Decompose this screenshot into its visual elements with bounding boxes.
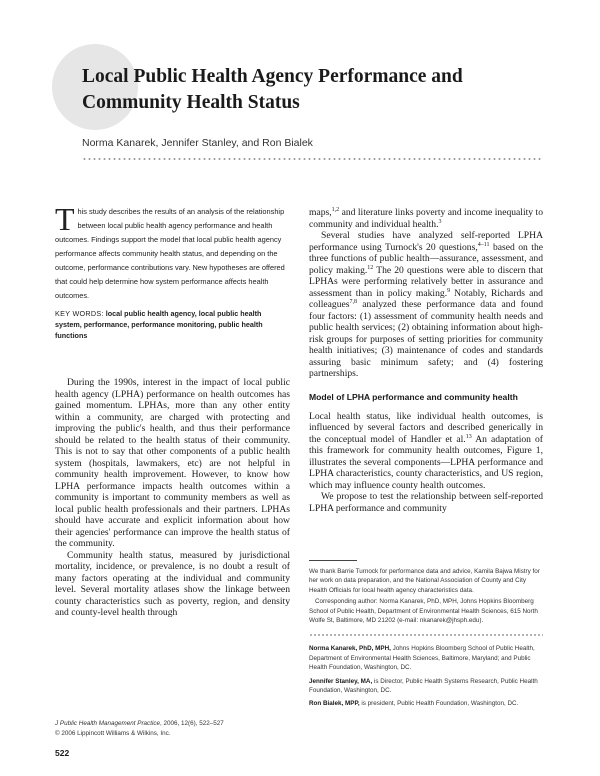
citation-ref: 12 xyxy=(367,264,374,271)
dotted-divider xyxy=(82,157,542,161)
keywords-label: KEY WORDS: xyxy=(55,309,104,318)
author-bio-kanarek: Norma Kanarek, PhD, MPH, Johns Hopkins Bloomberg School of Public Health, Department of Environmental Health Sciences, Baltimore, Maryland; and Public Health Foundation, Washington, DC. xyxy=(309,645,535,672)
title-line-1: Local Public Health Agency Performance and xyxy=(82,66,463,87)
journal-name: J Public Health Management Practice xyxy=(55,720,160,727)
author-list: Norma Kanarek, Jennifer Stanley, and Ron Bialek xyxy=(82,137,313,149)
author-bio-stanley: Jennifer Stanley, MA, is Director, Public Health Systems Research, Public Health Foundation, Washington, DC. xyxy=(309,677,538,695)
intro-paragraph-1: During the 1990s, interest in the impact of local public health agency (LPHA) performance on health outcomes has gained momentum. LPHAs, more than any other entity within a community, are charged with protecting and improving the public's health, and thus their performance should be related to the health status of their community. This is not to say that other components of a public health system (hospitals, lawmakers, etc) are not helpful in community health improvement. However, to know how LPHA performance impacts health outcomes within a community is important to community members as well as local public health professionals and their partners. LPHAs should have accurate and explicit information about how their agencies' performance can improve the health status of the community. xyxy=(55,377,290,549)
left-column xyxy=(55,377,290,619)
keywords xyxy=(55,308,290,341)
citation-ref: 13 xyxy=(465,433,472,440)
acknowledgment-note: We thank Barrie Turnock for performance data and advice, Kamila Bajwa Mistry for her work on data preparation, and the National Association of County and City Health Officials for local health agency characteristics data. xyxy=(309,568,540,594)
correspondence-note: Corresponding author: Norma Kanarek, PhD, MPH, Johns Hopkins Bloomberg School of Public Health, Department of Environmental Health Sciences, 615 North Wolfe St, Baltimore, MD 21202 (e-mail: nkanarek@jhsph.edu). xyxy=(309,598,538,625)
intro-paragraph-2: Community health status, measured by jurisdictional mortality, incidence, or prevalence, is no doubt a result of many factors operating at the individual and community level. Several mortality atlases show the linkage between county characteristics such as poverty, region, and density and county-level health through xyxy=(55,549,290,618)
abstract-dropcap: T xyxy=(55,201,75,237)
right-paragraph-4: We propose to test the relationship between self-reported LPHA performance and community xyxy=(309,491,543,514)
footnote-dotted-divider xyxy=(309,633,543,637)
author-bio-bialek: Ron Bialek, MPP, is president, Public Health Foundation, Washington, DC. xyxy=(309,700,519,708)
citation-ref: 7,8 xyxy=(349,298,357,305)
footnotes xyxy=(309,560,543,713)
footnote-rule xyxy=(309,560,357,561)
keywords-text: local public health agency, local public health system, performance, performance monitoring, public health functions xyxy=(55,309,263,340)
section-heading: Model of LPHA performance and community health xyxy=(309,391,518,402)
right-paragraph-2: Several studies have analyzed self-reported LPHA performance using Turnock's 20 questions,$^{4-11}$ based on the three functions of public health—assurance, assessment, and policy making.$^{12}$ The 20 questions were able to discern that LPHAs were performing relatively better in assurance and assessment than in policy making.$^9$ Notably, Richards and colleagues$^{7,8}$ analyzed these performance data and found four factors: (1) assessment of community health needs and public health services; (2) obtaining information about high-risk groups for purposes of setting priorities for community health initiatives; (3) maintenance of codes and standards assuring basic minimum safety; and (4) fostering partnerships. xyxy=(309,230,544,379)
title-line-2: Community Health Status xyxy=(82,92,300,113)
citation-ref: 9 xyxy=(447,287,451,294)
right-paragraph-1: maps,$^{1,2}$ and literature links poverty and income inequality to community and individual health.$^3$ xyxy=(309,206,543,230)
citation-ref: 4–11 xyxy=(477,241,490,248)
right-paragraph-3: Local health status, like individual health outcomes, is influenced by several factors and described generically in the conceptual model of Handler et al.$^{13}$ An adaptation of this framework for community health outcomes, Figure 1, illustrates the several components—LPHA performance and LPHA characteristics, county characteristics, and US region, which may influence county health outcomes. xyxy=(309,410,544,491)
journal-issue: , 2006, 12(6), 522–527 xyxy=(160,720,224,727)
abstract xyxy=(55,201,290,303)
citation-ref: 3 xyxy=(438,218,442,225)
right-column xyxy=(309,207,543,514)
article-title xyxy=(82,64,552,116)
abstract-text: his study describes the results of an analysis of the relationship between local public health agency performance and health outcomes. Findings support the model that local public health agency performance affects community health status, and depending on the outcome, performance contributions vary. New hypotheses are offered that could help determine how system performance affects health outcomes. xyxy=(55,207,285,300)
journal-citation xyxy=(55,719,295,738)
citation-ref: 1,2 xyxy=(331,206,340,213)
copyright-notice: © 2006 Lippincott Williams & Wilkins, Inc. xyxy=(55,729,171,737)
page-number: 522 xyxy=(55,748,70,758)
